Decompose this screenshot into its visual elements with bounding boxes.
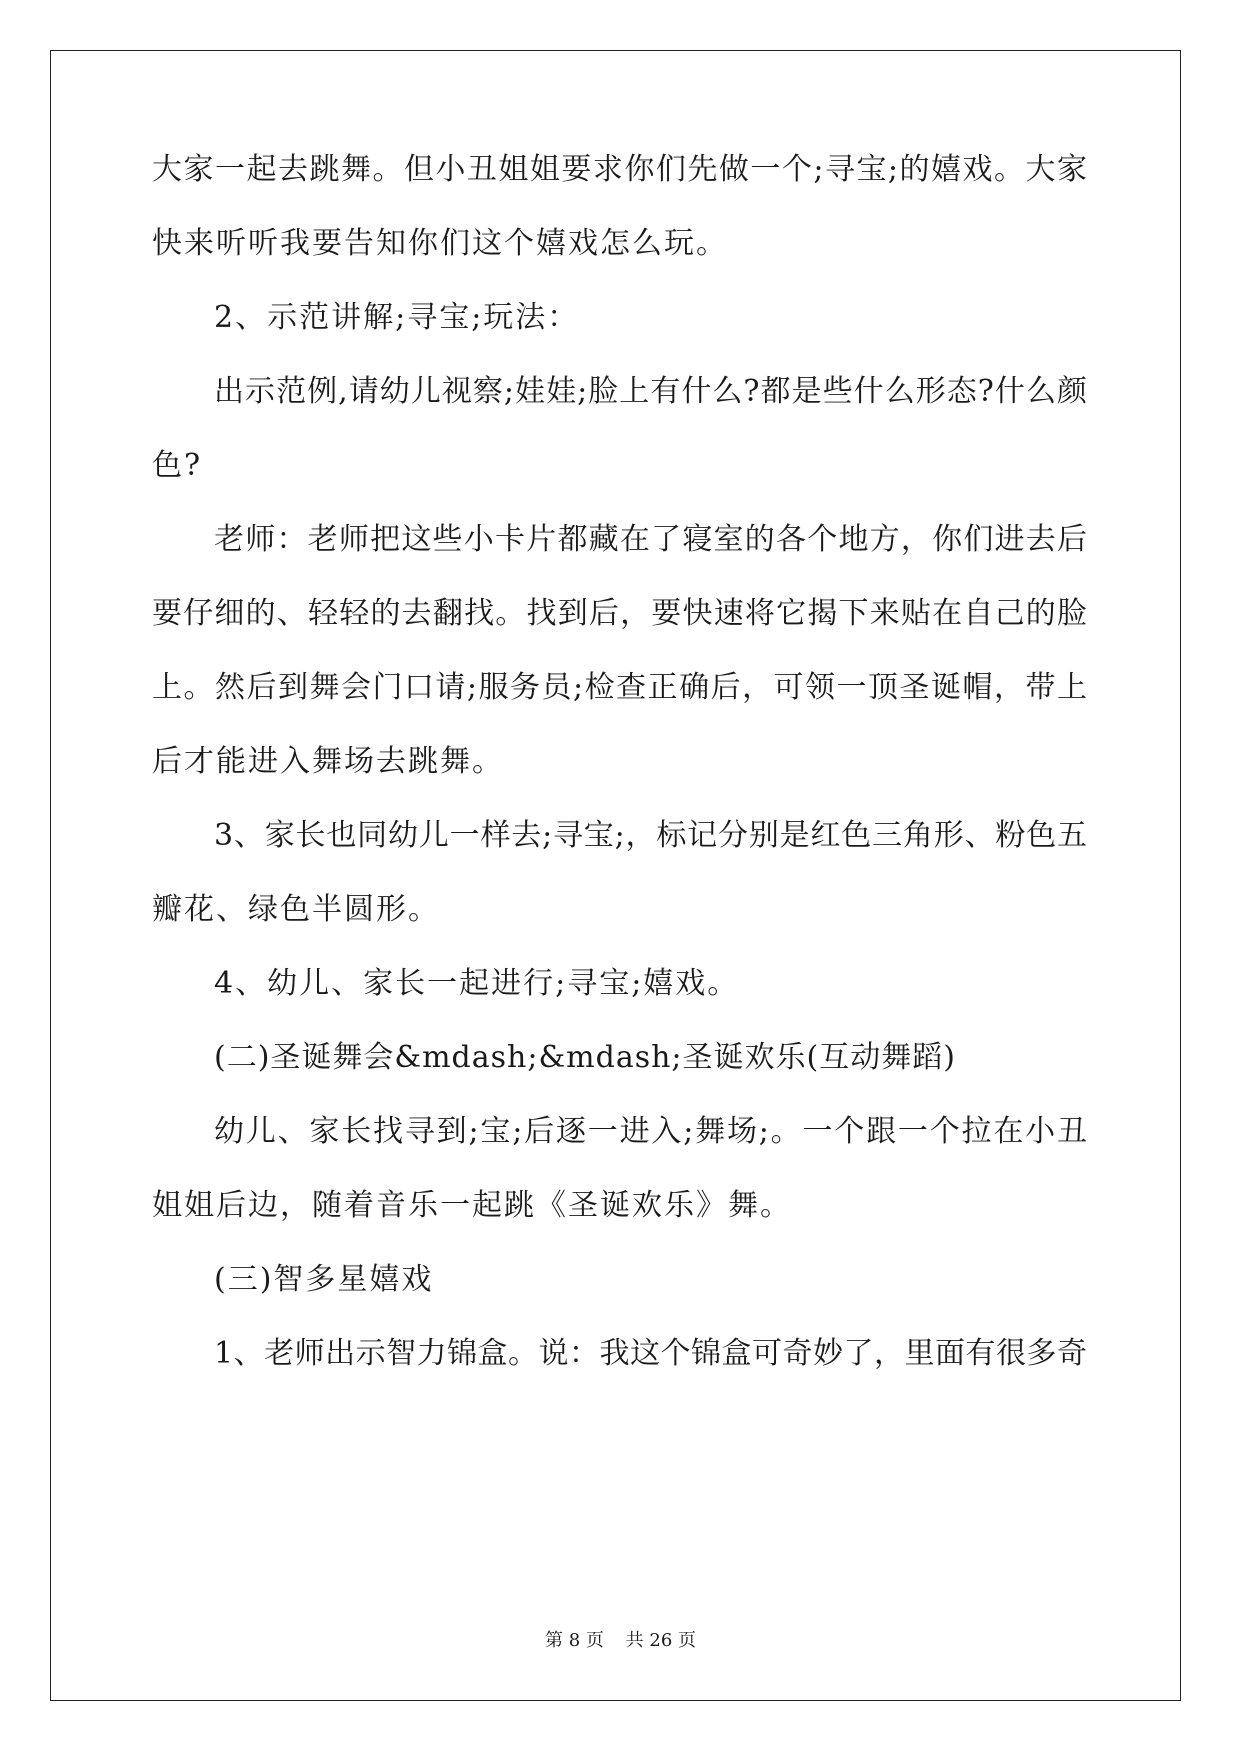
text-line-5: 色? xyxy=(152,448,203,483)
text-line-7: 要仔细的、轻轻的去翻找。找到后，要快速将它揭下来贴在自己的脸 xyxy=(152,596,1087,631)
text-line-16: (三)智多星嬉戏 xyxy=(214,1262,434,1297)
text-line-17: 1、老师出示智力锦盒。说：我这个锦盒可奇妙了，里面有很多奇 xyxy=(214,1336,1087,1371)
text-line-2: 快来听听我要告知你们这个嬉戏怎么玩。 xyxy=(152,226,728,261)
text-line-3: 2、示范讲解;寻宝;玩法： xyxy=(214,300,580,335)
text-line-12: 4、幼儿、家长一起进行;寻宝;嬉戏。 xyxy=(214,966,740,1001)
text-line-11: 瓣花、绿色半圆形。 xyxy=(152,892,440,927)
page-total: 共 26 页 xyxy=(625,1630,696,1651)
text-line-14: 幼儿、家长找寻到;宝;后逐一进入;舞场;。一个跟一个拉在小丑 xyxy=(214,1114,1087,1149)
page-border xyxy=(50,50,1181,1701)
page-number: 第 8 页 xyxy=(545,1630,604,1651)
text-line-4: 出示范例,请幼儿视察;娃娃;脸上有什么?都是些什么形态?什么颜 xyxy=(214,374,1087,409)
text-line-6: 老师：老师把这些小卡片都藏在了寝室的各个地方，你们进去后 xyxy=(214,522,1087,557)
text-line-10: 3、家长也同幼儿一样去;寻宝;，标记分别是红色三角形、粉色五 xyxy=(214,818,1087,853)
text-line-15: 姐姐后边，随着音乐一起跳《圣诞欢乐》舞。 xyxy=(152,1188,792,1223)
page-footer xyxy=(0,1626,1241,1652)
text-line-9: 后才能进入舞场去跳舞。 xyxy=(152,744,504,779)
text-line-13: (二)圣诞舞会&mdash;&mdash;圣诞欢乐(互动舞蹈) xyxy=(214,1040,956,1075)
text-line-1: 大家一起去跳舞。但小丑姐姐要求你们先做一个;寻宝;的嬉戏。大家 xyxy=(152,152,1087,187)
text-line-8: 上。然后到舞会门口请;服务员;检查正确后，可领一顶圣诞帽，带上 xyxy=(152,670,1087,705)
